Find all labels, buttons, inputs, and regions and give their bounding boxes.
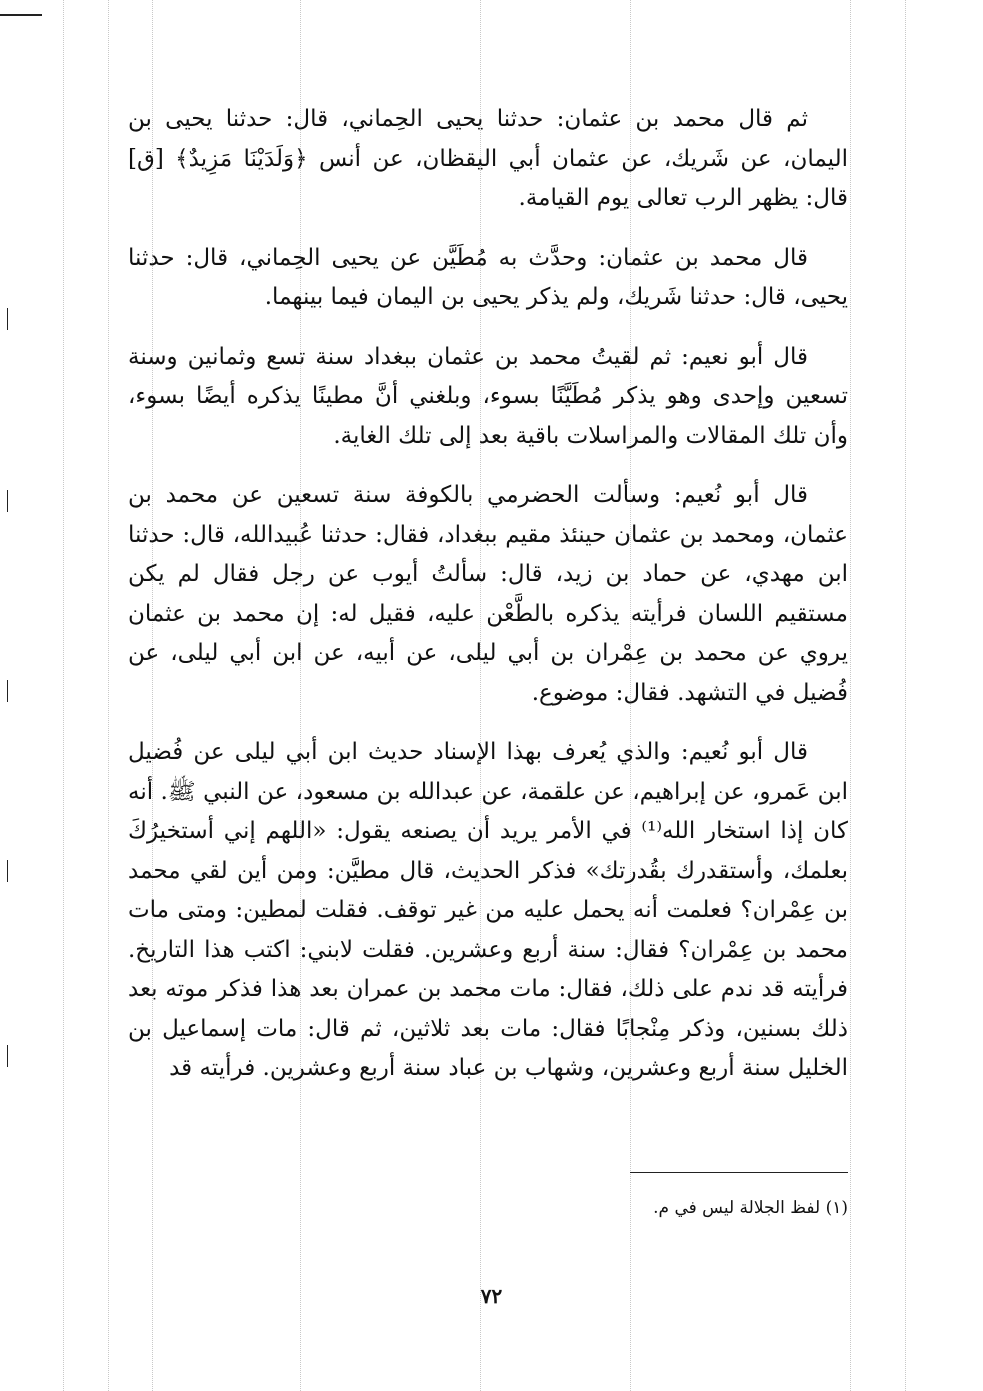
scan-edge-mark [7,680,8,702]
scan-dotted-line [850,0,851,1391]
paragraph-3: قال أبو نعيم: ثم لقيتُ محمد بن عثمان ببغداد سنة تسع وثمانين وسنة تسعين وإحدى وهو يذكر مُطَيَّنًا بسوء، وبلغني أنَّ مطينًا يذكره أيضًا بسوء، وأن تلك المقالات والمراسلات باقية بعد إلى تلك الغاية. [128,343,848,449]
paragraph-4: قال أبو نُعيم: وسألت الحضرمي بالكوفة سنة تسعين عن محمد بن عثمان، ومحمد بن عثمان حينئذ مقيم ببغداد، فقال: حدثنا عُبيدالله، قال: حدثنا ابن مهدي، عن حماد بن زيد، قال: سألتُ أيوب عن رجل فقال لم يكن مستقيم اللسان فرأيته يذكره بالطَّعْن عليه، فقيل له: إن محمد بن عثمان يروي عن محمد بن عِمْران بن أبي ليلى، عن أبيه، عن ابن أبي ليلى، عن فُضيل في التشهد. فقال: موضوع. [128,482,848,706]
scan-dotted-line [63,0,64,1391]
paragraph-5: قال أبو نُعيم: والذي يُعرف بهذا الإسناد حديث ابن أبي ليلى عن فُضيل ابن عَمرو، عن إبراهيم، عن علقمة، عن عبدالله بن مسعود، عن النبي ﷺ. أنه كان إذا استخار الله⁽¹⁾ في الأمر يريد أن يصنعه يقول: «اللهم إني أستخيرُكَ بعلمك، وأستقدرك بقُدرتك» فذكر الحديث، قال مطيَّن: ومن أين لقي محمد بن عِمْران؟ فعلمت أنه يحمل عليه من غير توقف. فقلت لمطين: ومتى مات محمد بن عِمْران؟ فقال: سنة أربع وعشرين. فقلت لابني: اكتب هذا التاريخ. فرأيته قد ندم على ذلك، فقال: مات محمد بن عمران بعد هذا فذكر موته بعد ذلك بسنين، وذكر مِنْجابًا فقال: مات بعد ثلاثين، ثم قال: مات إسماعيل بن الخليل سنة أربع وعشرين، وشهاب بن عباد سنة أربع وعشرين. فرأيته قد [128,739,849,1081]
scan-dotted-line [905,0,906,1391]
paragraph-2: قال محمد بن عثمان: وحدَّث به مُطَيَّن عن يحيى الحِماني، قال: حدثنا يحيى، قال: حدثنا شَريك، ولم يذكر يحيى بن اليمان فيما بينهما. [128,244,848,310]
page-body [128,100,848,1089]
paragraph-1: ثم قال محمد بن عثمان: حدثنا يحيى الحِماني، قال: حدثنا يحيى بن اليمان، عن شَريك، عن عثمان أبي اليقظان، عن أنس ﴿وَلَدَيْنَا مَزِيدٌ﴾ [ق] قال: يظهر الرب تعالى يوم القيامة. [128,106,848,211]
footnote: (١) لفظ الجلالة ليس في م. [653,1198,848,1218]
scan-edge-mark [7,308,8,330]
scan-edge-mark [7,860,8,882]
scan-edge-mark [7,1045,8,1067]
scan-dotted-line [108,0,109,1391]
page-number: ٧٢ [480,1284,503,1308]
scan-edge-mark [0,14,42,16]
scan-edge-mark [7,490,8,512]
footnote-divider [630,1172,848,1173]
